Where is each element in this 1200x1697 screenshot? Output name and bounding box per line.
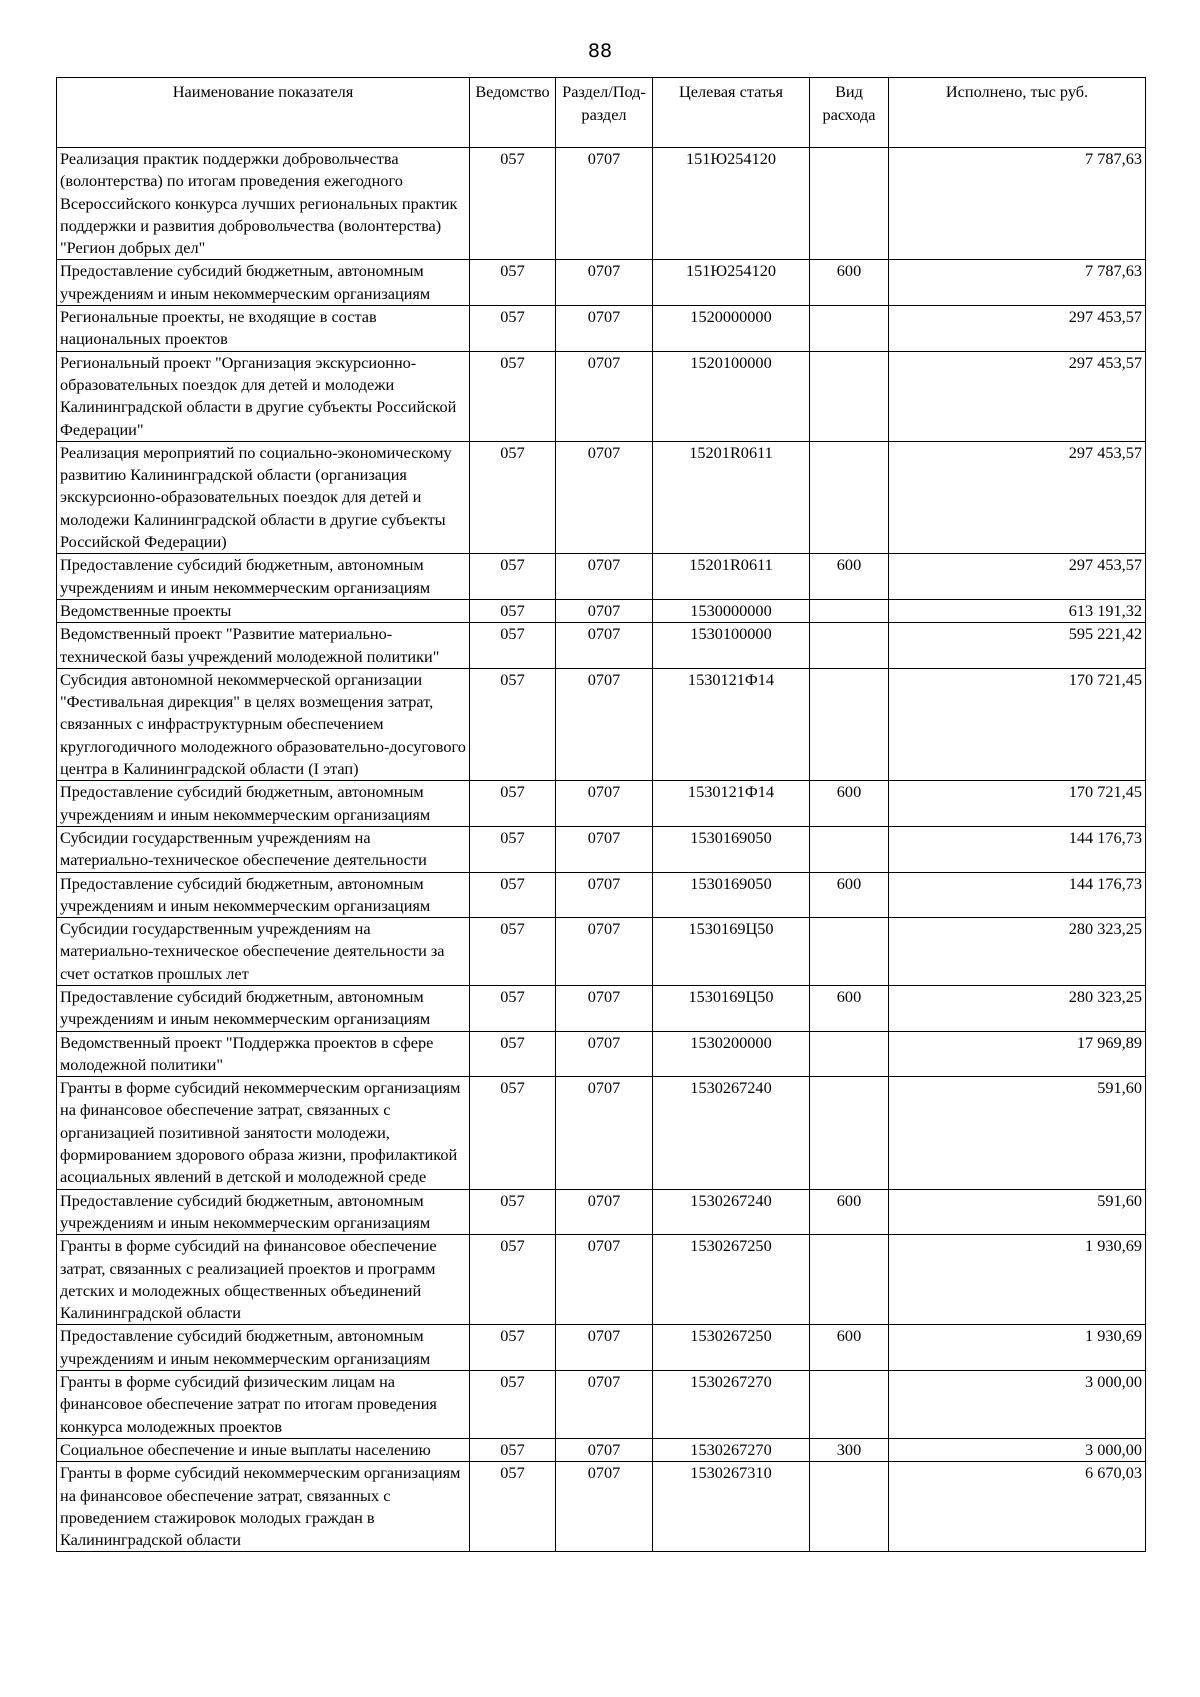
header-amount: Исполнено, тыс руб. <box>889 78 1146 148</box>
row-section-cell: 0707 <box>556 1371 653 1439</box>
row-section-cell: 0707 <box>556 306 653 352</box>
row-dept-cell: 057 <box>470 148 556 260</box>
row-section-cell: 0707 <box>556 1031 653 1077</box>
row-name-cell: Субсидии государственным учреждениям на материально-техническое обеспечение деятельности <box>57 826 470 872</box>
row-target-cell: 1530100000 <box>653 623 810 669</box>
table-row <box>57 441 1146 553</box>
row-amount-cell: 1 930,69 <box>889 1235 1146 1325</box>
row-target-cell: 1530267240 <box>653 1077 810 1189</box>
row-dept-cell: 057 <box>470 441 556 553</box>
row-type-cell: 600 <box>810 1189 889 1235</box>
row-name-cell: Предоставление субсидий бюджетным, автономным учреждениям и иным некоммерческим организациям <box>57 1325 470 1371</box>
table-row <box>57 306 1146 352</box>
row-section-cell: 0707 <box>556 826 653 872</box>
table-row <box>57 351 1146 441</box>
row-type-cell <box>810 1462 889 1552</box>
row-type-cell: 600 <box>810 781 889 827</box>
row-amount-cell: 297 453,57 <box>889 351 1146 441</box>
table-row <box>57 826 1146 872</box>
row-dept-cell: 057 <box>470 1031 556 1077</box>
header-target: Целевая статья <box>653 78 810 148</box>
row-target-cell: 1530267270 <box>653 1438 810 1461</box>
header-section: Раздел/Под-раздел <box>556 78 653 148</box>
row-dept-cell: 057 <box>470 1189 556 1235</box>
row-section-cell: 0707 <box>556 1235 653 1325</box>
row-target-cell: 1530169Ц50 <box>653 985 810 1031</box>
row-target-cell: 151Ю254120 <box>653 260 810 306</box>
table-row <box>57 260 1146 306</box>
table-row <box>57 985 1146 1031</box>
table-row <box>57 148 1146 260</box>
row-section-cell: 0707 <box>556 623 653 669</box>
row-target-cell: 1530267270 <box>653 1371 810 1439</box>
row-amount-cell: 7 787,63 <box>889 148 1146 260</box>
row-target-cell: 1530267250 <box>653 1235 810 1325</box>
row-target-cell: 1530121Ф14 <box>653 668 810 780</box>
table-row <box>57 1077 1146 1189</box>
row-type-cell: 600 <box>810 260 889 306</box>
table-row <box>57 623 1146 669</box>
row-section-cell: 0707 <box>556 148 653 260</box>
budget-table <box>56 77 1146 1552</box>
row-dept-cell: 057 <box>470 1371 556 1439</box>
row-section-cell: 0707 <box>556 599 653 622</box>
row-section-cell: 0707 <box>556 1438 653 1461</box>
header-dept: Ведомство <box>470 78 556 148</box>
row-amount-cell: 1 930,69 <box>889 1325 1146 1371</box>
row-type-cell: 600 <box>810 872 889 918</box>
row-amount-cell: 280 323,25 <box>889 918 1146 986</box>
table-row <box>57 781 1146 827</box>
row-name-cell: Субсидия автономной некоммерческой организации "Фестивальная дирекция" в целях возмещения затрат, связанных с инфраструктурным обеспечением круглогодичного молодежного образовательно-досугового центра в Калининградской области (I этап) <box>57 668 470 780</box>
row-name-cell: Предоставление субсидий бюджетным, автономным учреждениям и иным некоммерческим организациям <box>57 985 470 1031</box>
row-dept-cell: 057 <box>470 1438 556 1461</box>
row-dept-cell: 057 <box>470 306 556 352</box>
row-dept-cell: 057 <box>470 826 556 872</box>
row-type-cell: 300 <box>810 1438 889 1461</box>
row-name-cell: Гранты в форме субсидий некоммерческим организациям на финансовое обеспечение затрат, связанных с организацией позитивной занятости молодежи, формированием здорового образа жизни, профилактикой асоциальных явлений в детской и молодежной среде <box>57 1077 470 1189</box>
table-row <box>57 872 1146 918</box>
row-name-cell: Гранты в форме субсидий некоммерческим организациям на финансовое обеспечение затрат, связанных с проведением стажировок молодых граждан в Калининградской области <box>57 1462 470 1552</box>
row-name-cell: Ведомственный проект "Развитие материально-технической базы учреждений молодежной политики" <box>57 623 470 669</box>
row-target-cell: 1520100000 <box>653 351 810 441</box>
row-target-cell: 1530267250 <box>653 1325 810 1371</box>
row-amount-cell: 17 969,89 <box>889 1031 1146 1077</box>
row-type-cell <box>810 623 889 669</box>
page-number: 88 <box>587 40 613 62</box>
row-type-cell <box>810 1031 889 1077</box>
row-dept-cell: 057 <box>470 985 556 1031</box>
table-row <box>57 599 1146 622</box>
row-amount-cell: 297 453,57 <box>889 554 1146 600</box>
row-dept-cell: 057 <box>470 1325 556 1371</box>
row-dept-cell: 057 <box>470 781 556 827</box>
row-name-cell: Социальное обеспечение и иные выплаты населению <box>57 1438 470 1461</box>
row-type-cell <box>810 351 889 441</box>
row-dept-cell: 057 <box>470 623 556 669</box>
row-dept-cell: 057 <box>470 668 556 780</box>
row-target-cell: 1530169050 <box>653 826 810 872</box>
table-row <box>57 1189 1146 1235</box>
row-amount-cell: 170 721,45 <box>889 668 1146 780</box>
row-type-cell <box>810 1235 889 1325</box>
row-type-cell: 600 <box>810 554 889 600</box>
row-amount-cell: 280 323,25 <box>889 985 1146 1031</box>
row-target-cell: 15201R0611 <box>653 441 810 553</box>
header-row <box>57 78 1146 148</box>
row-section-cell: 0707 <box>556 351 653 441</box>
row-type-cell <box>810 918 889 986</box>
table-row <box>57 1325 1146 1371</box>
row-name-cell: Предоставление субсидий бюджетным, автономным учреждениям и иным некоммерческим организациям <box>57 260 470 306</box>
row-type-cell <box>810 1077 889 1189</box>
row-name-cell: Ведомственный проект "Поддержка проектов в сфере молодежной политики" <box>57 1031 470 1077</box>
table-row <box>57 554 1146 600</box>
row-amount-cell: 170 721,45 <box>889 781 1146 827</box>
row-type-cell <box>810 441 889 553</box>
row-section-cell: 0707 <box>556 668 653 780</box>
row-amount-cell: 591,60 <box>889 1189 1146 1235</box>
row-amount-cell: 595 221,42 <box>889 623 1146 669</box>
row-amount-cell: 297 453,57 <box>889 441 1146 553</box>
row-dept-cell: 057 <box>470 872 556 918</box>
row-name-cell: Региональный проект "Организация экскурсионно-образовательных поездок для детей и молодежи Калининградской области в другие субъекты Российской Федерации" <box>57 351 470 441</box>
row-dept-cell: 057 <box>470 599 556 622</box>
row-dept-cell: 057 <box>470 351 556 441</box>
row-amount-cell: 613 191,32 <box>889 599 1146 622</box>
row-dept-cell: 057 <box>470 1235 556 1325</box>
row-amount-cell: 3 000,00 <box>889 1438 1146 1461</box>
row-amount-cell: 297 453,57 <box>889 306 1146 352</box>
row-type-cell <box>810 306 889 352</box>
header-name: Наименование показателя <box>57 78 470 148</box>
row-amount-cell: 591,60 <box>889 1077 1146 1189</box>
row-target-cell: 1530169Ц50 <box>653 918 810 986</box>
row-section-cell: 0707 <box>556 1077 653 1189</box>
row-amount-cell: 7 787,63 <box>889 260 1146 306</box>
row-target-cell: 1530267310 <box>653 1462 810 1552</box>
row-type-cell <box>810 148 889 260</box>
row-amount-cell: 144 176,73 <box>889 872 1146 918</box>
table-row <box>57 1371 1146 1439</box>
row-target-cell: 1530000000 <box>653 599 810 622</box>
table-row <box>57 1438 1146 1461</box>
table-row <box>57 1235 1146 1325</box>
row-section-cell: 0707 <box>556 260 653 306</box>
row-target-cell: 1520000000 <box>653 306 810 352</box>
row-type-cell <box>810 668 889 780</box>
table-row <box>57 1462 1146 1552</box>
row-amount-cell: 144 176,73 <box>889 826 1146 872</box>
row-name-cell: Гранты в форме субсидий на финансовое обеспечение затрат, связанных с реализацией проектов и программ детских и молодежных общественных объединений Калининградской области <box>57 1235 470 1325</box>
table-row <box>57 668 1146 780</box>
row-name-cell: Предоставление субсидий бюджетным, автономным учреждениям и иным некоммерческим организациям <box>57 781 470 827</box>
row-name-cell: Реализация мероприятий по социально-экономическому развитию Калининградской области (организация экскурсионно-образовательных поездок для детей и молодежи Калининградской области в другие субъекты Российской Федерации) <box>57 441 470 553</box>
row-section-cell: 0707 <box>556 781 653 827</box>
row-amount-cell: 3 000,00 <box>889 1371 1146 1439</box>
row-section-cell: 0707 <box>556 554 653 600</box>
row-dept-cell: 057 <box>470 918 556 986</box>
row-target-cell: 1530267240 <box>653 1189 810 1235</box>
row-type-cell <box>810 826 889 872</box>
row-amount-cell: 6 670,03 <box>889 1462 1146 1552</box>
row-section-cell: 0707 <box>556 1462 653 1552</box>
row-type-cell <box>810 599 889 622</box>
row-target-cell: 151Ю254120 <box>653 148 810 260</box>
row-type-cell: 600 <box>810 1325 889 1371</box>
header-type: Вид расхода <box>810 78 889 148</box>
row-section-cell: 0707 <box>556 441 653 553</box>
row-target-cell: 1530200000 <box>653 1031 810 1077</box>
row-dept-cell: 057 <box>470 554 556 600</box>
row-section-cell: 0707 <box>556 918 653 986</box>
row-type-cell: 600 <box>810 985 889 1031</box>
row-section-cell: 0707 <box>556 985 653 1031</box>
row-name-cell: Предоставление субсидий бюджетным, автономным учреждениям и иным некоммерческим организациям <box>57 872 470 918</box>
row-section-cell: 0707 <box>556 872 653 918</box>
table-row <box>57 1031 1146 1077</box>
row-name-cell: Гранты в форме субсидий физическим лицам на финансовое обеспечение затрат по итогам проведения конкурса молодежных проектов <box>57 1371 470 1439</box>
row-target-cell: 15201R0611 <box>653 554 810 600</box>
row-section-cell: 0707 <box>556 1325 653 1371</box>
row-target-cell: 1530121Ф14 <box>653 781 810 827</box>
row-name-cell: Региональные проекты, не входящие в состав национальных проектов <box>57 306 470 352</box>
row-name-cell: Предоставление субсидий бюджетным, автономным учреждениям и иным некоммерческим организациям <box>57 554 470 600</box>
row-type-cell <box>810 1371 889 1439</box>
row-target-cell: 1530169050 <box>653 872 810 918</box>
row-dept-cell: 057 <box>470 260 556 306</box>
row-name-cell: Предоставление субсидий бюджетным, автономным учреждениям и иным некоммерческим организациям <box>57 1189 470 1235</box>
row-name-cell: Реализация практик поддержки добровольчества (волонтерства) по итогам проведения ежегодного Всероссийского конкурса лучших региональных практик поддержки и развития добровольчества (волонтерства) "Регион добрых дел" <box>57 148 470 260</box>
row-dept-cell: 057 <box>470 1077 556 1189</box>
row-section-cell: 0707 <box>556 1189 653 1235</box>
row-dept-cell: 057 <box>470 1462 556 1552</box>
row-name-cell: Субсидии государственным учреждениям на материально-техническое обеспечение деятельности за счет остатков прошлых лет <box>57 918 470 986</box>
table-row <box>57 918 1146 986</box>
row-name-cell: Ведомственные проекты <box>57 599 470 622</box>
